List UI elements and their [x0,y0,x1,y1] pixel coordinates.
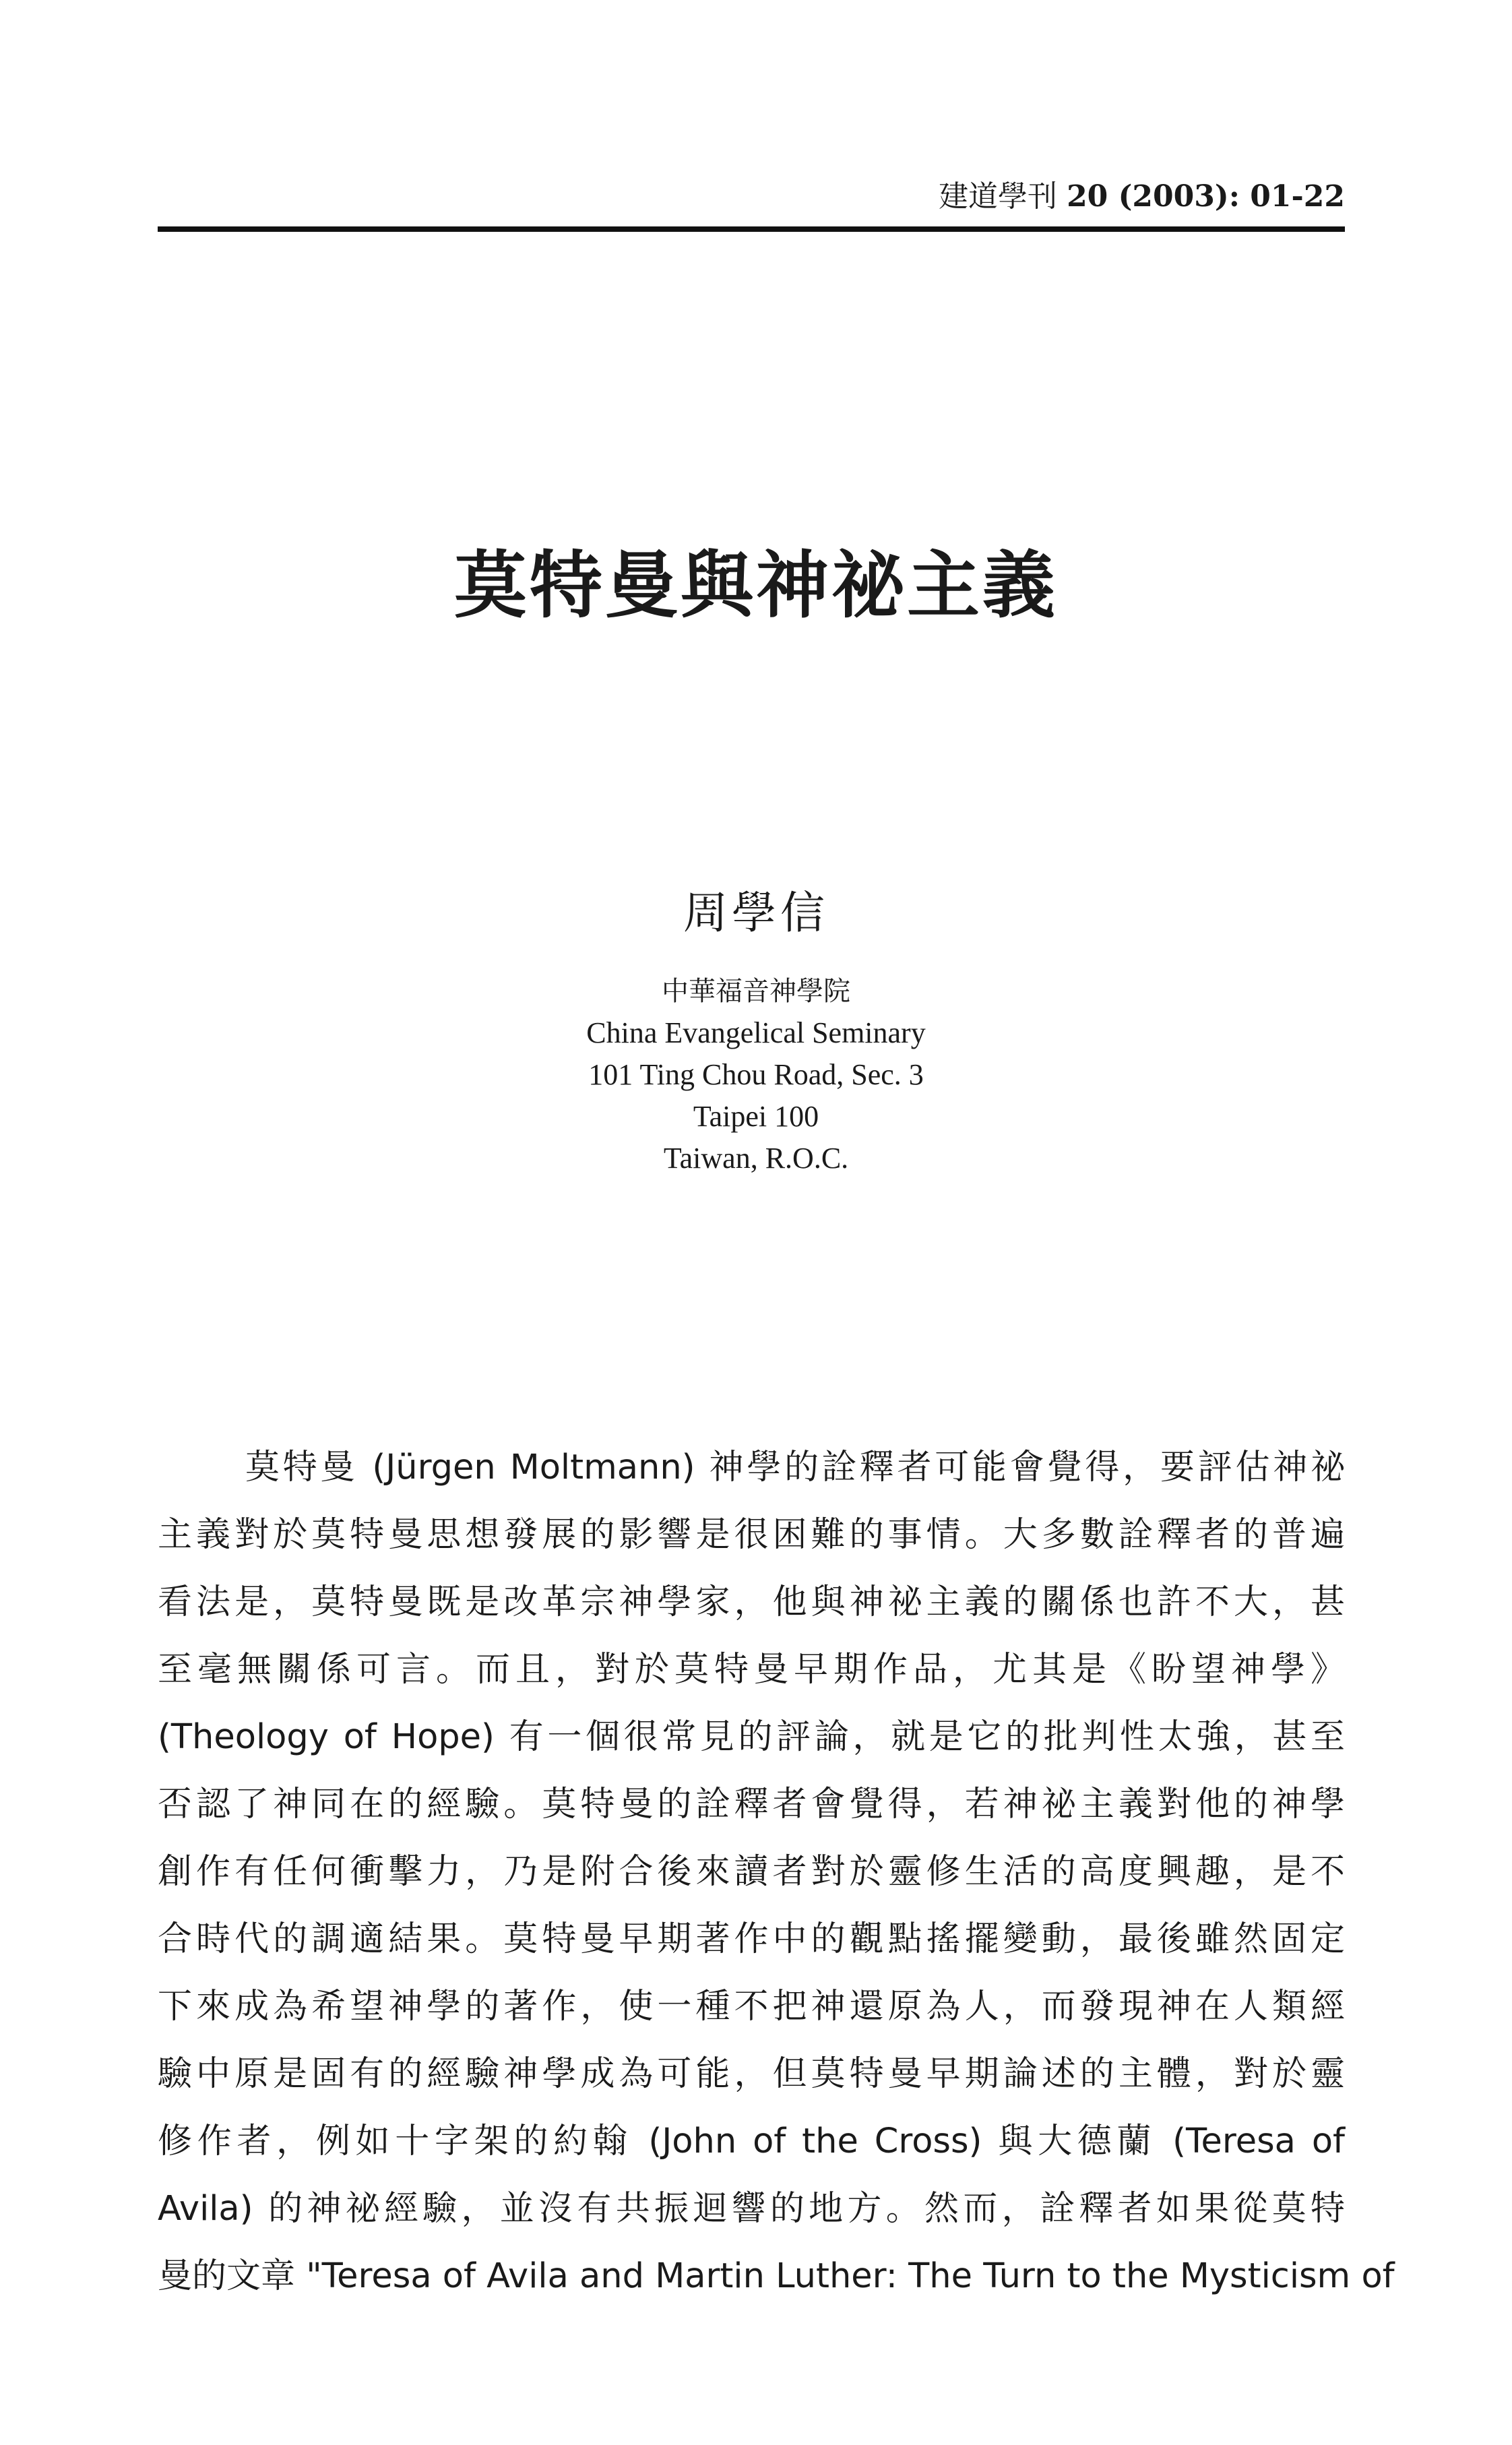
journal-name: 建道學刊 [939,179,1058,214]
body-line: (Theology of Hope) 有一個很常見的評論，就是它的批判性太強，甚至 [158,1717,1345,1757]
body-line: 合時代的調適結果。莫特曼早期著作中的觀點搖擺變動，最後雖然固定 [158,1919,1345,1959]
journal-citation: 20 (2003): 01-22 [1067,179,1345,214]
journal-header [158,177,1345,217]
author-affiliation [0,970,1512,1179]
body-paragraph [158,1434,1395,2310]
header-rule [158,226,1345,232]
article-title: 莫特曼與神祕主義 [453,544,1058,628]
institution-cn: 中華福音神學院 [662,976,850,1007]
body-line: 至毫無關係可言。而且，對於莫特曼早期作品，尤其是《盼望神學》 [158,1650,1345,1690]
body-line: 看法是，莫特曼既是改革宗神學家，他與神祕主義的關係也許不大，甚 [158,1582,1345,1622]
body-line: Avila) 的神祕經驗，並沒有共振迴響的地方。然而，詮釋者如果從莫特 [158,2189,1345,2229]
address-line-1: 101 Ting Chou Road, Sec. 3 [588,1058,924,1091]
body-line: 驗中原是固有的經驗神學成為可能，但莫特曼早期論述的主體，對於靈 [158,2054,1345,2094]
body-line: 修作者，例如十字架的約翰 (John of the Cross) 與大德蘭 (Teresa of [158,2122,1345,2161]
body-line: 創作有任何衝擊力，乃是附合後來讀者對於靈修生活的高度興趣，是不 [158,1852,1345,1892]
author-name: 周學信 [683,887,829,939]
institution-en: China Evangelical Seminary [586,1016,926,1049]
body-line: 否認了神同在的經驗。莫特曼的詮釋者會覺得，若神祕主義對他的神學 [158,1785,1345,1824]
address-line-3: Taiwan, R.O.C. [663,1142,849,1175]
body-line: 莫特曼 (Jürgen Moltmann) 神學的詮釋者可能會覺得，要評估神祕 [245,1448,1345,1487]
body-line: 下來成為希望神學的著作，使一種不把神還原為人，而發現神在人類經 [158,1987,1345,2026]
body-line: 曼的文章 "Teresa of Avila and Martin Luther: The Turn to the Mysticism of [158,2256,1395,2296]
address-line-2: Taipei 100 [693,1100,819,1133]
body-line: 主義對於莫特曼思想發展的影響是很困難的事情。大多數詮釋者的普遍 [158,1515,1345,1555]
